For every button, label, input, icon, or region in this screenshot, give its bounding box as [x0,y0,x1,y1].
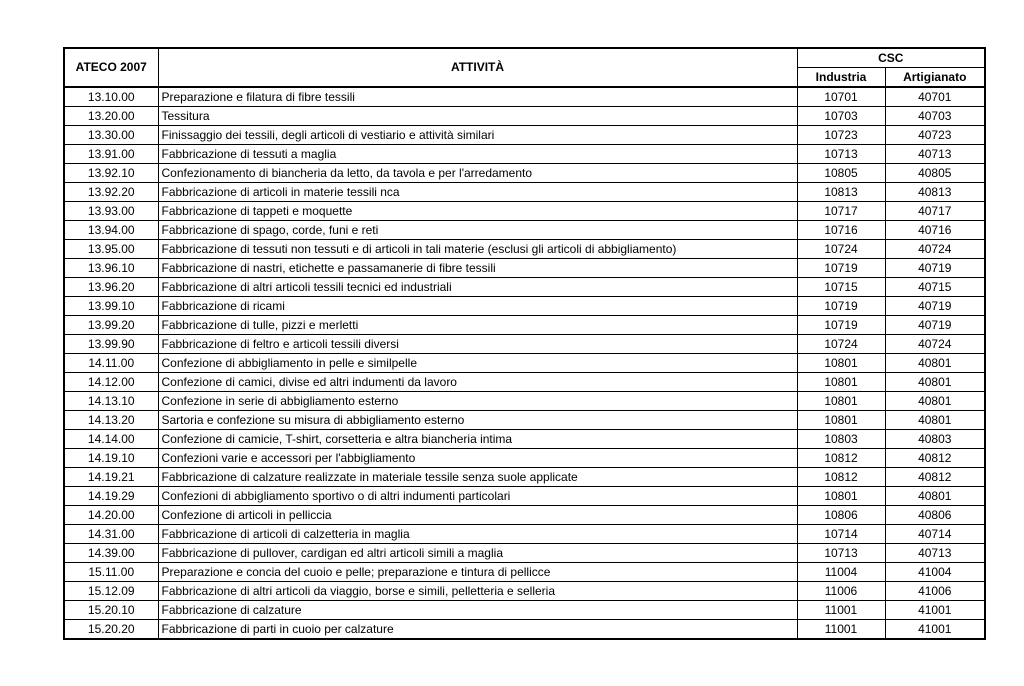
header-ateco: ATECO 2007 [64,48,158,87]
csc-industria-cell: 10813 [797,183,885,202]
activity-cell: Fabbricazione di feltro e articoli tessili diversi [158,335,797,354]
csc-artigianato-cell: 40812 [885,449,985,468]
csc-industria-cell: 11001 [797,620,885,640]
table-row [64,525,985,544]
activity-cell: Fabbricazione di articoli di calzetteria in maglia [158,525,797,544]
csc-artigianato-cell: 40717 [885,202,985,221]
csc-industria-cell: 10801 [797,373,885,392]
csc-artigianato-cell: 40803 [885,430,985,449]
table-row [64,354,985,373]
table-row [64,430,985,449]
csc-artigianato-cell: 41004 [885,563,985,582]
activity-cell: Fabbricazione di spago, corde, funi e reti [158,221,797,240]
csc-artigianato-cell: 40801 [885,487,985,506]
table-row [64,335,985,354]
csc-artigianato-cell: 40812 [885,468,985,487]
csc-industria-cell: 11006 [797,582,885,601]
activity-cell: Fabbricazione di calzature realizzate in materiale tessile senza suole applicate [158,468,797,487]
ateco-code-cell: 13.20.00 [64,107,158,126]
table-row [64,221,985,240]
table-row [64,563,985,582]
ateco-code-cell: 13.91.00 [64,145,158,164]
csc-artigianato-cell: 40714 [885,525,985,544]
csc-industria-cell: 10719 [797,259,885,278]
table-row [64,620,985,640]
csc-industria-cell: 10812 [797,449,885,468]
csc-industria-cell: 10703 [797,107,885,126]
ateco-code-cell: 13.10.00 [64,87,158,107]
csc-artigianato-cell: 40801 [885,354,985,373]
ateco-code-cell: 13.30.00 [64,126,158,145]
table-header [64,48,985,87]
activity-cell: Preparazione e concia del cuoio e pelle; preparazione e tintura di pellicce [158,563,797,582]
activity-cell: Confezione di camici, divise ed altri indumenti da lavoro [158,373,797,392]
table-row [64,544,985,563]
csc-industria-cell: 10801 [797,354,885,373]
table-row [64,411,985,430]
activity-cell: Fabbricazione di pullover, cardigan ed altri articoli simili a maglia [158,544,797,563]
csc-artigianato-cell: 40701 [885,87,985,107]
activity-cell: Fabbricazione di tulle, pizzi e merletti [158,316,797,335]
ateco-code-cell: 14.19.10 [64,449,158,468]
csc-artigianato-cell: 40801 [885,392,985,411]
activity-cell: Finissaggio dei tessili, degli articoli di vestiario e attività similari [158,126,797,145]
ateco-code-cell: 13.92.20 [64,183,158,202]
csc-artigianato-cell: 41001 [885,620,985,640]
header-csc: CSC [797,48,985,68]
activity-cell: Fabbricazione di altri articoli da viaggio, borse e simili, pelletteria e selleria [158,582,797,601]
csc-industria-cell: 10701 [797,87,885,107]
activity-cell: Confezioni varie e accessori per l'abbigliamento [158,449,797,468]
table-row [64,316,985,335]
csc-industria-cell: 10805 [797,164,885,183]
csc-industria-cell: 10713 [797,544,885,563]
ateco-code-cell: 15.11.00 [64,563,158,582]
csc-industria-cell: 11001 [797,601,885,620]
csc-industria-cell: 10719 [797,297,885,316]
ateco-code-cell: 14.19.21 [64,468,158,487]
table-row [64,145,985,164]
csc-artigianato-cell: 40715 [885,278,985,297]
ateco-code-cell: 13.96.20 [64,278,158,297]
table-row [64,297,985,316]
table-row [64,392,985,411]
csc-artigianato-cell: 40723 [885,126,985,145]
activity-cell: Confezioni di abbigliamento sportivo o di altri indumenti particolari [158,487,797,506]
csc-industria-cell: 10812 [797,468,885,487]
table-body [64,87,985,639]
csc-industria-cell: 10806 [797,506,885,525]
table-row [64,183,985,202]
ateco-code-cell: 14.31.00 [64,525,158,544]
activity-cell: Fabbricazione di calzature [158,601,797,620]
activity-cell: Fabbricazione di articoli in materie tessili nca [158,183,797,202]
table-row [64,506,985,525]
csc-industria-cell: 10716 [797,221,885,240]
csc-industria-cell: 10801 [797,487,885,506]
csc-industria-cell: 10719 [797,316,885,335]
header-attivita: ATTIVITÀ [158,48,797,87]
csc-industria-cell: 10717 [797,202,885,221]
ateco-code-cell: 15.20.10 [64,601,158,620]
activity-cell: Confezionamento di biancheria da letto, da tavola e per l'arredamento [158,164,797,183]
csc-artigianato-cell: 41006 [885,582,985,601]
activity-cell: Confezione di camicie, T-shirt, corsetteria e altra biancheria intima [158,430,797,449]
csc-artigianato-cell: 40719 [885,316,985,335]
ateco-code-cell: 13.96.10 [64,259,158,278]
csc-artigianato-cell: 40724 [885,240,985,259]
csc-artigianato-cell: 41001 [885,601,985,620]
csc-artigianato-cell: 40703 [885,107,985,126]
activity-cell: Fabbricazione di ricami [158,297,797,316]
ateco-code-cell: 13.99.90 [64,335,158,354]
header-industria: Industria [797,68,885,88]
ateco-code-cell: 14.13.20 [64,411,158,430]
csc-industria-cell: 10801 [797,411,885,430]
csc-industria-cell: 10724 [797,240,885,259]
table-row [64,259,985,278]
csc-industria-cell: 10801 [797,392,885,411]
table-row [64,449,985,468]
table-row [64,126,985,145]
activity-cell: Confezione in serie di abbigliamento esterno [158,392,797,411]
ateco-code-cell: 14.39.00 [64,544,158,563]
activity-cell: Confezione di abbigliamento in pelle e similpelle [158,354,797,373]
csc-industria-cell: 10715 [797,278,885,297]
csc-artigianato-cell: 40719 [885,297,985,316]
activity-cell: Confezione di articoli in pelliccia [158,506,797,525]
activity-cell: Sartoria e confezione su misura di abbigliamento esterno [158,411,797,430]
csc-artigianato-cell: 40713 [885,145,985,164]
ateco-code-cell: 13.93.00 [64,202,158,221]
table-row [64,278,985,297]
table-row [64,582,985,601]
table-row [64,202,985,221]
csc-artigianato-cell: 40801 [885,373,985,392]
activity-cell: Fabbricazione di parti in cuoio per calzature [158,620,797,640]
csc-artigianato-cell: 40813 [885,183,985,202]
csc-artigianato-cell: 40713 [885,544,985,563]
activity-cell: Fabbricazione di tessuti non tessuti e di articoli in tali materie (esclusi gli articoli di abbigliamento) [158,240,797,259]
csc-industria-cell: 11004 [797,563,885,582]
table-row [64,107,985,126]
activity-cell: Fabbricazione di tessuti a maglia [158,145,797,164]
activity-cell: Preparazione e filatura di fibre tessili [158,87,797,107]
ateco-code-cell: 14.13.10 [64,392,158,411]
table-row [64,373,985,392]
csc-artigianato-cell: 40724 [885,335,985,354]
csc-industria-cell: 10803 [797,430,885,449]
activity-cell: Tessitura [158,107,797,126]
ateco-code-cell: 15.12.09 [64,582,158,601]
activity-cell: Fabbricazione di tappeti e moquette [158,202,797,221]
table-row [64,468,985,487]
csc-industria-cell: 10723 [797,126,885,145]
table-row [64,487,985,506]
ateco-code-cell: 15.20.20 [64,620,158,640]
ateco-code-cell: 14.19.29 [64,487,158,506]
ateco-code-cell: 13.92.10 [64,164,158,183]
table-row [64,164,985,183]
table-row [64,87,985,107]
ateco-code-cell: 14.20.00 [64,506,158,525]
activity-cell: Fabbricazione di nastri, etichette e passamanerie di fibre tessili [158,259,797,278]
ateco-code-cell: 13.94.00 [64,221,158,240]
ateco-code-cell: 13.95.00 [64,240,158,259]
csc-industria-cell: 10714 [797,525,885,544]
csc-industria-cell: 10713 [797,145,885,164]
header-artigianato: Artigianato [885,68,985,88]
csc-industria-cell: 10724 [797,335,885,354]
ateco-code-cell: 13.99.20 [64,316,158,335]
ateco-code-cell: 13.99.10 [64,297,158,316]
csc-artigianato-cell: 40801 [885,411,985,430]
ateco-table [63,47,986,640]
ateco-code-cell: 14.11.00 [64,354,158,373]
table-row [64,601,985,620]
csc-artigianato-cell: 40805 [885,164,985,183]
activity-cell: Fabbricazione di altri articoli tessili tecnici ed industriali [158,278,797,297]
ateco-code-cell: 14.14.00 [64,430,158,449]
table-row [64,240,985,259]
ateco-code-cell: 14.12.00 [64,373,158,392]
csc-artigianato-cell: 40719 [885,259,985,278]
csc-artigianato-cell: 40716 [885,221,985,240]
csc-artigianato-cell: 40806 [885,506,985,525]
